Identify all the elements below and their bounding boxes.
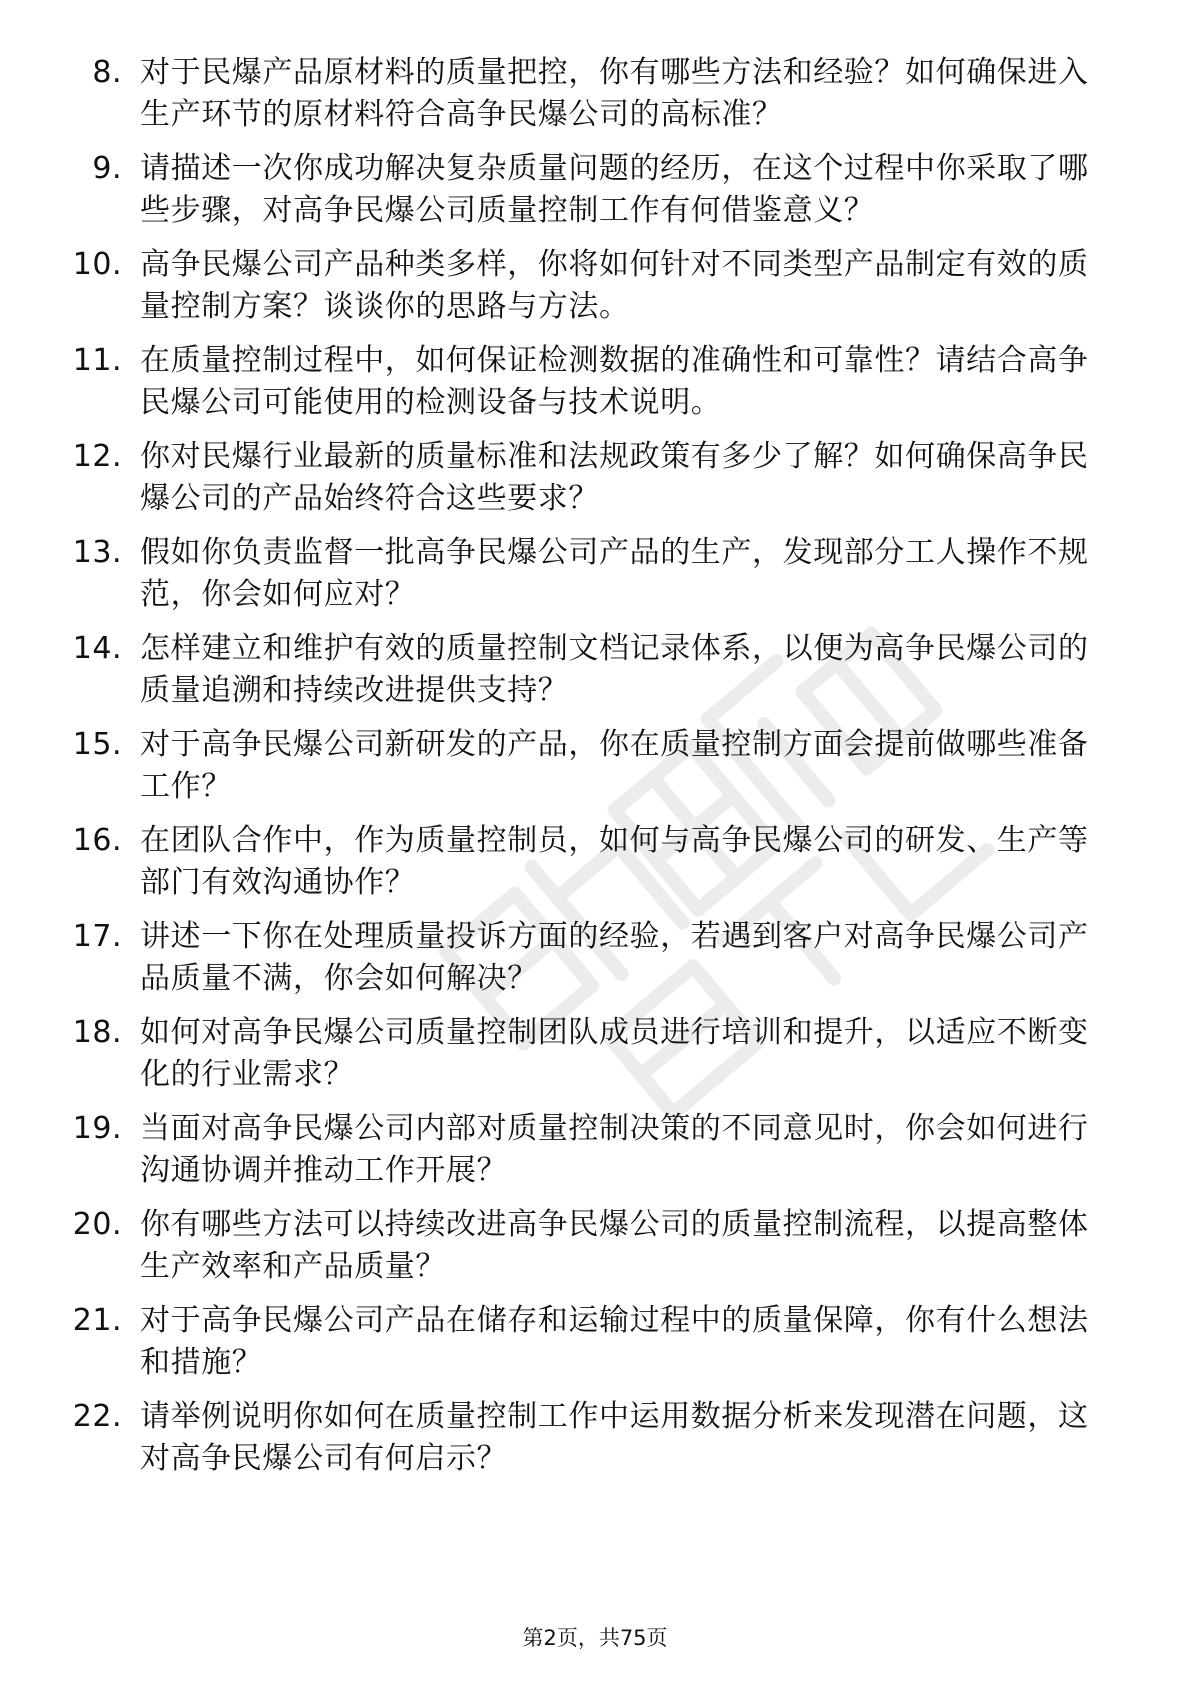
question-number: 20. <box>72 1207 122 1242</box>
question-number: 22. <box>72 1399 122 1434</box>
question-text: 请举例说明你如何在质量控制工作中运用数据分析来发现潜在问题，这对高争民爆公司有何启示？ <box>140 1399 1089 1476</box>
question-number: 13. <box>72 535 122 570</box>
question-number: 12. <box>72 439 122 474</box>
list-item <box>50 724 1110 820</box>
list-item <box>50 628 1110 724</box>
question-text: 对于高争民爆公司新研发的产品，你在质量控制方面会提前做哪些准备工作？ <box>140 727 1089 804</box>
list-item <box>50 340 1110 436</box>
list-item <box>50 916 1110 1012</box>
list-item <box>50 52 1110 148</box>
question-number: 11. <box>72 343 122 378</box>
question-number: 8. <box>92 55 122 90</box>
question-text: 假如你负责监督一批高争民爆公司产品的生产，发现部分工人操作不规范，你会如何应对？ <box>140 535 1089 612</box>
question-number: 16. <box>72 823 122 858</box>
list-item <box>50 1012 1110 1108</box>
list-item <box>50 1108 1110 1204</box>
question-number: 10. <box>72 247 122 282</box>
question-number: 18. <box>72 1015 122 1050</box>
page-footer: 第2页，共75页 <box>522 1626 668 1650</box>
list-item <box>50 1204 1110 1300</box>
question-number: 9. <box>92 151 122 186</box>
question-text: 你对民爆行业最新的质量标准和法规政策有多少了解？如何确保高争民爆公司的产品始终符合这些要求？ <box>140 439 1089 516</box>
question-text: 请描述一次你成功解决复杂质量问题的经历，在这个过程中你采取了哪些步骤，对高争民爆公司质量控制工作有何借鉴意义？ <box>140 151 1089 228</box>
list-item <box>50 436 1110 532</box>
question-text: 高争民爆公司产品种类多样，你将如何针对不同类型产品制定有效的质量控制方案？谈谈你的思路与方法。 <box>140 247 1089 324</box>
question-text: 对于高争民爆公司产品在储存和运输过程中的质量保障，你有什么想法和措施？ <box>140 1303 1089 1380</box>
question-text: 讲述一下你在处理质量投诉方面的经验，若遇到客户对高争民爆公司产品质量不满，你会如何解决？ <box>140 919 1089 996</box>
question-number: 15. <box>72 727 122 762</box>
question-text: 你有哪些方法可以持续改进高争民爆公司的质量控制流程，以提高整体生产效率和产品质量？ <box>140 1207 1089 1284</box>
question-text: 对于民爆产品原材料的质量把控，你有哪些方法和经验？如何确保进入生产环节的原材料符合高争民爆公司的高标准？ <box>140 55 1089 132</box>
question-list <box>50 52 1110 1492</box>
list-item <box>50 148 1110 244</box>
question-number: 21. <box>72 1303 122 1338</box>
question-text: 当面对高争民爆公司内部对质量控制决策的不同意见时，你会如何进行沟通协调并推动工作开展？ <box>140 1111 1089 1188</box>
list-item <box>50 820 1110 916</box>
list-item <box>50 532 1110 628</box>
question-number: 19. <box>72 1111 122 1146</box>
question-text: 在质量控制过程中，如何保证检测数据的准确性和可靠性？请结合高争民爆公司可能使用的检测设备与技术说明。 <box>140 343 1089 420</box>
question-number: 17. <box>72 919 122 954</box>
list-item <box>50 244 1110 340</box>
question-text: 在团队合作中，作为质量控制员，如何与高争民爆公司的研发、生产等部门有效沟通协作？ <box>140 823 1089 900</box>
question-text: 如何对高争民爆公司质量控制团队成员进行培训和提升，以适应不断变化的行业需求？ <box>140 1015 1089 1092</box>
question-number: 14. <box>72 631 122 666</box>
list-item <box>50 1300 1110 1396</box>
question-text: 怎样建立和维护有效的质量控制文档记录体系，以便为高争民爆公司的质量追溯和持续改进提供支持？ <box>140 631 1089 708</box>
list-item <box>50 1396 1110 1492</box>
